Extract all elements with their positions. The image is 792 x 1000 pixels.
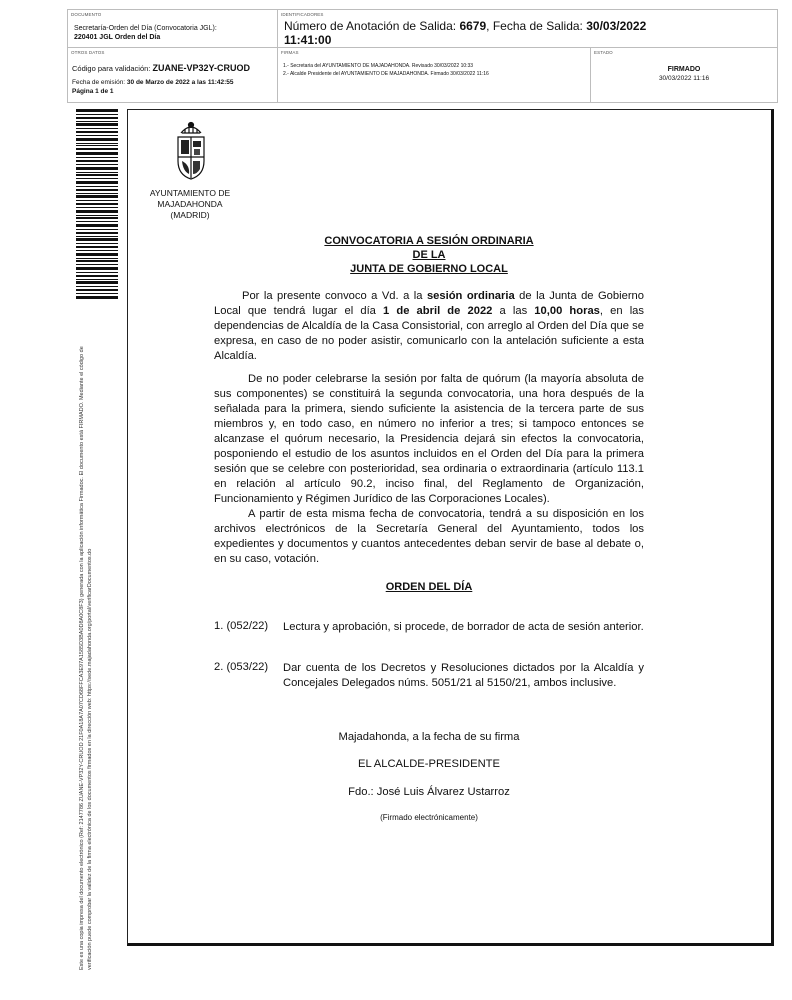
anotacion-prefix: Número de Anotación de Salida: (284, 19, 460, 33)
anotacion-date: 30/03/2022 (586, 19, 647, 33)
agenda-item-2-number: 2. (053/22) (214, 661, 269, 673)
emission-date (72, 79, 234, 86)
emision-prefix: Fecha de emisión: (72, 79, 127, 86)
closing-note: (Firmado electrónicamente) (380, 813, 478, 822)
otros-label: OTROS DATOS (71, 50, 105, 55)
para1-text-3: a las (492, 305, 535, 317)
status-date: 30/03/2022 11:16 (658, 75, 710, 82)
barcode-icon (76, 109, 118, 299)
signature-header (67, 9, 778, 103)
identificadores-label: IDENTIFICADORES (281, 12, 324, 17)
letterhead-line-1: AYUNTAMIENTO DE (149, 188, 231, 198)
estado-label: ESTADO (594, 50, 613, 55)
signature-1: 1.- Secretaria del AYUNTAMIENTO DE MAJADAHONDA. Revisado 30/03/2022 10:33 (283, 63, 474, 69)
para1-text-2: de la Junta de Gobierno Local que tendrá lugar el día (214, 290, 644, 317)
firmas-label: FIRMAS (281, 50, 299, 55)
para1-text-4: , en las dependencias de Alcaldía de la Casa Consistorial, con arreglo al Orden del Día que se expresa, en caso de no poder asistir, comunicarlo con la antelación suficiente a esta Alcaldía. (214, 305, 644, 362)
paragraph-disposicion (214, 507, 644, 567)
para1-bold-3: 10,00 horas (534, 305, 600, 317)
other-data-cell (68, 48, 278, 102)
validation-code (72, 63, 250, 73)
document-cell (68, 10, 278, 48)
codigo-value[interactable]: ZUANE-VP32Y-CRUOD (152, 63, 250, 73)
para2-text: De no poder celebrarse la sesión por falta de quórum (la mayoría absoluta de sus componentes) se constituirá la segunda convocatoria, una hora después de la señalada para la primera, siendo suficiente la asistencia de la tercera parte de sus miembros y, en todo caso, en número no inferior a tres; si tampoco entonces se alcanzase el quórum necesario, la Presidencia dejará sin efectos la convocatoria, posponiendo el estudio de los asuntos incluidos en el Orden del Día para la primera sesión que se celebre con posterioridad, sea ordinaria o extraordinaria (artículo 113.1 en relación al artículo 90.2, inciso final, del Reglamento de Organización, Funcionamiento y Régimen Jurídico de las Corporaciones Locales). (214, 373, 644, 505)
documento-name: Secretaría-Orden del Día (Convocatoria JGL): (74, 25, 217, 32)
paragraph-convocatoria (214, 289, 644, 364)
emision-value: 30 de Marzo de 2022 a las 11:42:55 (126, 79, 234, 86)
closing-place: Majadahonda, a la fecha de su firma (338, 731, 520, 743)
side-text-line-1: Este es una copia impresa del documento electrónico (Ref: 2147786 ZUANE-VP32Y-CRUOD 21F0A18A7A07CD68FFCA3E97A1585D3BA0D8A0C8F3) generada con la aplicación informática Firmadoc. El documento está FIRMADO. Mediante el código de (79, 346, 85, 970)
agenda-item-1-text: Lectura y aprobación, si procede, de borrador de acta de sesión anterior. (283, 621, 644, 633)
identifiers-cell (278, 10, 777, 48)
status-cell (591, 48, 777, 102)
documento-label: DOCUMENTO (71, 12, 102, 17)
closing-role: EL ALCALDE-PRESIDENTE (358, 758, 500, 770)
para1-text-1: Por la presente convoco a Vd. a la (242, 290, 427, 302)
side-verification-text (78, 300, 94, 970)
anotacion-salida (284, 19, 724, 47)
orden-del-dia-title: ORDEN DEL DÍA (385, 581, 473, 593)
side-text-line-2: verificación puede comprobar la validez de la firma electrónica de los documentos firmados en la dirección web: https://sede.majadahonda.org/portal/verificarDocumentos.do (87, 548, 93, 970)
page-count: Página 1 de 1 (72, 88, 114, 95)
para3-text: A partir de esta misma fecha de convocatoria, tendrá a su disposición en los archivos electrónicos de la Secretaría General del Ayuntamiento, todos los expedientes y documentos y cuantos antecedentes deban servir de base al debate o, en su caso, votación. (214, 508, 644, 565)
letterhead-line-2: MAJADAHONDA (157, 199, 223, 209)
para1-bold-1: sesión ordinaria (426, 290, 515, 302)
signatures-cell (278, 48, 591, 102)
documento-ref: 220401 JGL Orden del Día (74, 34, 161, 41)
agenda-item-2-text: Dar cuenta de los Decretos y Resoluciones dictados por la Alcaldía y Concejales Delegados núms. 5051/21 al 5150/21, ambos inclusive. (283, 662, 644, 689)
paragraph-quorum (214, 372, 644, 507)
title-line-2: DE LA (412, 249, 446, 261)
anotacion-number: 6679 (459, 19, 487, 33)
title-line-3: JUNTA DE GOBIERNO LOCAL (350, 263, 508, 275)
title-line-1: CONVOCATORIA A SESIÓN ORDINARIA (324, 235, 534, 247)
status-badge: FIRMADO (667, 66, 701, 73)
agenda-item-1-number: 1. (052/22) (214, 620, 269, 632)
letterhead-line-3: (MADRID) (170, 210, 210, 220)
para1-bold-2: 1 de abril de 2022 (383, 305, 493, 317)
anotacion-mid: , Fecha de Salida: (486, 19, 587, 33)
coat-of-arms-icon (171, 119, 211, 183)
anotacion-time: 11:41:00 (284, 33, 332, 47)
codigo-prefix: Código para validación: (72, 64, 153, 73)
signature-2: 2.- Alcalde Presidente del AYUNTAMIENTO DE MAJADAHONDA. Firmado 30/03/2022 11:16 (283, 71, 489, 77)
letterhead (140, 188, 240, 221)
closing-signer: Fdo.: José Luis Álvarez Ustarroz (348, 786, 510, 798)
